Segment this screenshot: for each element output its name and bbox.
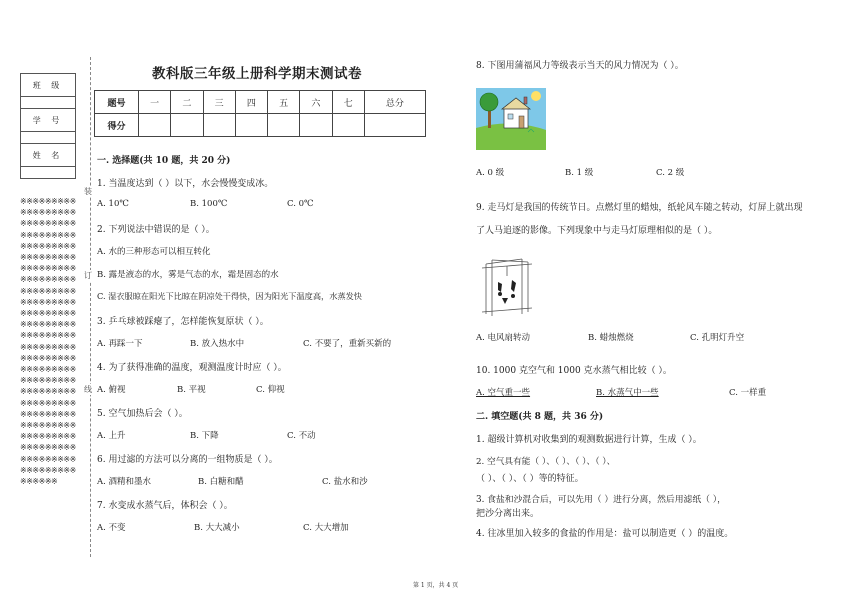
score-header-cell: 四 — [235, 91, 267, 114]
binding-char-xian: 线 — [84, 385, 92, 394]
page-title: 教科版三年级上册科学期末测试卷 — [152, 66, 362, 82]
name-field[interactable] — [21, 167, 76, 179]
q10-option-c[interactable]: C. 一样重 — [729, 388, 767, 398]
score-cell[interactable] — [300, 114, 332, 137]
q7-text: 7. 水变成水蒸气后，体积会（ ）。 — [97, 501, 233, 511]
q3-text: 3. 乒乓球被踩瘪了，怎样能恢复原状（ ）。 — [97, 317, 269, 327]
f2-text-line2: （ ）、（ ）、（ ）等的特征。 — [476, 474, 584, 484]
q1-option-c[interactable]: C. 0℃ — [287, 199, 314, 209]
q2-option-c[interactable]: C. 湿衣服晾在阳光下比晾在阴凉处干得快，因为阳光下温度高，水蒸发快 — [97, 291, 362, 301]
score-header-label: 题号 — [95, 91, 139, 114]
q2-option-a[interactable]: A. 水的三种形态可以相互转化 — [97, 247, 211, 257]
binding-char-zhuang: 装 — [84, 187, 92, 196]
binding-line — [90, 57, 91, 557]
f3-text-line1: 3. 食盐和沙混合后，可以先用（ ）进行分离，然后用滤纸（ ）， — [476, 495, 726, 505]
q9-text-line1: 9. 走马灯是我国的传统节日。点燃灯里的蜡烛，纸轮风车随之转动，灯屏上就出现 — [476, 203, 803, 213]
binding-char-ding: 订 — [84, 271, 92, 280]
q8-option-a[interactable]: A. 0 级 — [476, 168, 505, 178]
score-header-cell: 一 — [139, 91, 171, 114]
f1-text: 1. 超级计算机对收集到的观测数据进行计算，生成（ ）。 — [476, 435, 702, 445]
q5-text: 5. 空气加热后会（ ）。 — [97, 409, 188, 419]
score-header-cell: 二 — [171, 91, 203, 114]
q9-option-a[interactable]: A. 电风扇转动 — [476, 333, 531, 343]
q9-text-line2: 了人马追逐的影像。下列现象中与走马灯原理相似的是（ ）。 — [476, 226, 718, 236]
q2-option-b[interactable]: B. 露是液态的水，雾是气态的水，霜是固态的水 — [97, 270, 279, 280]
score-header-cell: 六 — [300, 91, 332, 114]
q3-option-b[interactable]: B. 放入热水中 — [190, 339, 245, 349]
name-label: 姓 名 — [21, 144, 76, 167]
f3-text-line2: 把沙分离出来。 — [476, 509, 540, 519]
score-header-cell: 七 — [332, 91, 364, 114]
q3-option-c[interactable]: C. 不要了，重新买新的 — [303, 339, 392, 349]
lantern-image — [478, 256, 536, 320]
score-cell[interactable] — [171, 114, 203, 137]
q1-text: 1. 当温度达到（ ）以下，水会慢慢变成冰。 — [97, 179, 274, 189]
q8-wind-image — [476, 88, 546, 150]
q6-text: 6. 用过滤的方法可以分离的一组物质是（ ）。 — [97, 455, 278, 465]
f2-text-line1: 2. 空气具有能（ ）、（ ）、（ ）、（ ）、 — [476, 457, 616, 467]
q5-option-b[interactable]: B. 下降 — [190, 431, 219, 441]
number-label: 学 号 — [21, 109, 76, 132]
f4-text: 4. 往冰里加入较多的食盐的作用是：盐可以制造更（ ）的温度。 — [476, 529, 734, 539]
q4-option-a[interactable]: A. 俯视 — [97, 385, 126, 395]
q8-option-c[interactable]: C. 2 级 — [656, 168, 685, 178]
q6-option-c[interactable]: C. 盐水和沙 — [322, 477, 368, 487]
q1-option-a[interactable]: A. 10℃ — [97, 199, 129, 209]
q8-option-b[interactable]: B. 1 级 — [565, 168, 594, 178]
score-cell[interactable] — [139, 114, 171, 137]
q5-option-a[interactable]: A. 上升 — [97, 431, 126, 441]
q7-option-a[interactable]: A. 不变 — [97, 523, 126, 533]
score-table — [94, 90, 426, 137]
score-cell[interactable] — [332, 114, 364, 137]
section-1-heading: 一. 选择题(共 10 题，共 20 分) — [97, 156, 231, 166]
q10-option-b[interactable]: B. 水蒸气中一些 — [596, 388, 659, 398]
q10-option-a[interactable]: A. 空气重一些 — [476, 388, 531, 398]
score-header-cell: 三 — [203, 91, 235, 114]
score-header-cell: 五 — [268, 91, 300, 114]
score-header-cell: 总分 — [364, 91, 425, 114]
section-2-heading: 二. 填空题(共 8 题，共 36 分) — [476, 412, 604, 422]
score-cell[interactable] — [235, 114, 267, 137]
q5-option-c[interactable]: C. 不动 — [287, 431, 316, 441]
q9-option-b[interactable]: B. 蜡烛燃烧 — [588, 333, 634, 343]
page-footer: 第 1 页，共 4 页 — [413, 582, 459, 589]
score-cell[interactable] — [203, 114, 235, 137]
q8-text: 8. 下图用蒲福风力等级表示当天的风力情况为（ ）。 — [476, 61, 684, 71]
q6-option-b[interactable]: B. 白糖和醋 — [198, 477, 244, 487]
score-cell[interactable] — [364, 114, 425, 137]
q9-option-c[interactable]: C. 孔明灯升空 — [690, 333, 745, 343]
q4-text: 4. 为了获得准确的温度，观测温度计时应（ ）。 — [97, 363, 287, 373]
q10-text: 10. 1000 克空气和 1000 克水蒸气相比较（ ）。 — [476, 366, 672, 376]
q7-option-c[interactable]: C. 大大增加 — [303, 523, 349, 533]
binding-pattern: ※※※※※※※※※※※※※※※※※※※※※※※※※※※※※※※※※※※※※※※※※※※※※※※※※※※※※※※※※※※※※※※※※※※※※※※※※※※※※※※※※※※※※※※※※※※※※※※※※※※※※※※※※※※※※※※※※※※※※※※※※※※※※※※※※※※※※※※※※※※※※※※※※※※※※※※※※※※※※※※※※※※※※※※※※※※※※※※※※※※※※※※※※※※※※※※※※※※※※※※※※※※※※※※※※※※※※※※※※※※※※※※※※※※※※※※ — [20, 197, 76, 487]
score-row-label: 得分 — [95, 114, 139, 137]
q2-text: 2. 下列说法中错误的是（ ）。 — [97, 225, 215, 235]
q7-option-b[interactable]: B. 大大减小 — [194, 523, 240, 533]
score-cell[interactable] — [268, 114, 300, 137]
q1-option-b[interactable]: B. 100℃ — [190, 199, 228, 209]
q6-option-a[interactable]: A. 酒精和墨水 — [97, 477, 152, 487]
number-field[interactable] — [21, 132, 76, 144]
q4-option-c[interactable]: C. 仰视 — [256, 385, 285, 395]
q4-option-b[interactable]: B. 平视 — [177, 385, 206, 395]
class-field[interactable] — [21, 97, 76, 109]
q3-option-a[interactable]: A. 再踩一下 — [97, 339, 143, 349]
class-label: 班 级 — [21, 74, 76, 97]
student-info-table — [20, 73, 76, 179]
